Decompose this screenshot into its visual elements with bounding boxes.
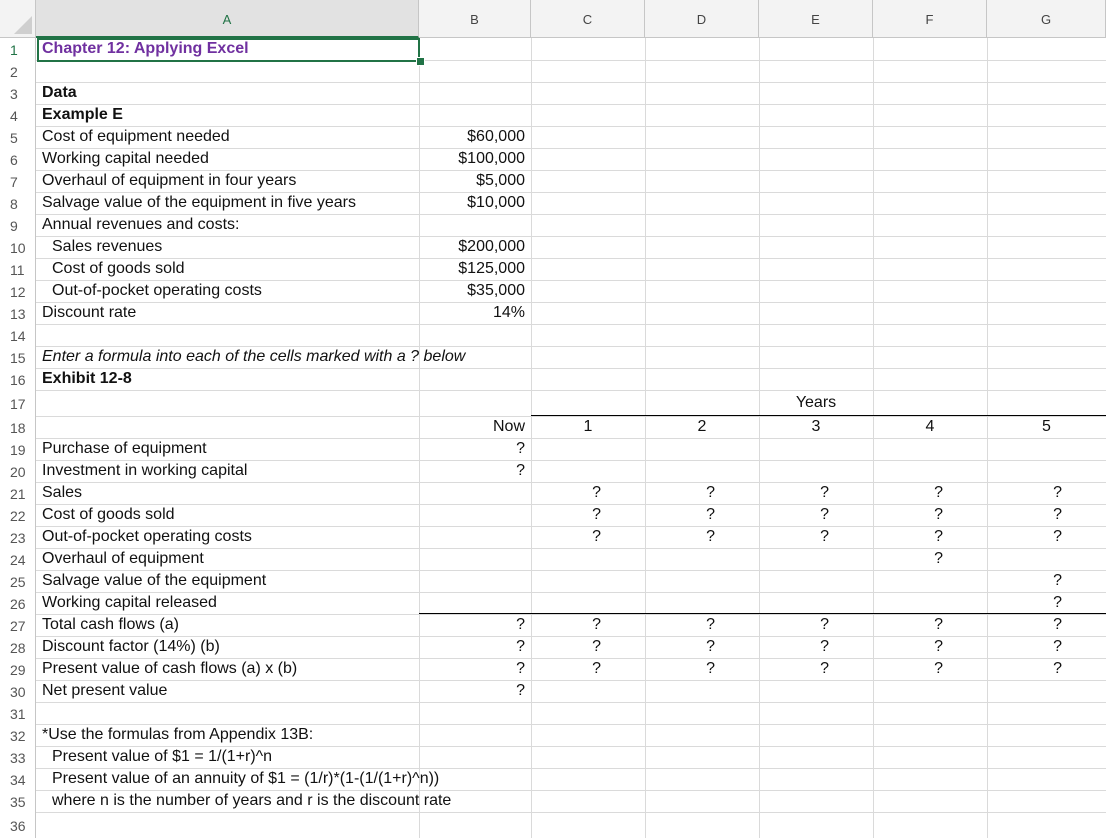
gridline-horizontal <box>36 302 1106 303</box>
exhibit-row-label[interactable]: Present value of cash flows (a) x (b) <box>42 660 298 677</box>
formula-cell[interactable]: ? <box>1053 572 1062 589</box>
data-value[interactable]: 14% <box>492 304 525 321</box>
row-header-28[interactable]: 28 <box>0 636 36 658</box>
data-value[interactable]: $200,000 <box>458 238 525 255</box>
column-header-d[interactable]: D <box>645 0 759 38</box>
row-header-15[interactable]: 15 <box>0 346 36 368</box>
formula-cell[interactable]: ? <box>820 660 829 677</box>
formula-cell[interactable]: ? <box>934 638 943 655</box>
data-value[interactable]: $125,000 <box>458 260 525 277</box>
formula-cell[interactable]: ? <box>820 506 829 523</box>
column-header-f[interactable]: F <box>873 0 987 38</box>
total-cash-flows-rule <box>419 613 1106 614</box>
formula-cell[interactable]: ? <box>1053 594 1062 611</box>
row-header-27[interactable]: 27 <box>0 614 36 636</box>
header-now[interactable]: Now <box>492 418 525 435</box>
row-header-20[interactable]: 20 <box>0 460 36 482</box>
data-label[interactable]: Sales revenues <box>52 238 163 255</box>
gridline-horizontal <box>36 324 1106 325</box>
exhibit-row-label[interactable]: Purchase of equipment <box>42 440 207 457</box>
exhibit-row-label[interactable]: Investment in working capital <box>42 462 248 479</box>
formula-cell[interactable]: ? <box>592 660 601 677</box>
formula-cell[interactable]: ? <box>934 550 943 567</box>
formula-cell[interactable]: ? <box>516 660 525 677</box>
sheet-title[interactable]: Chapter 12: Applying Excel <box>42 40 249 57</box>
formula-cell[interactable]: ? <box>820 616 829 633</box>
formula-cell[interactable]: ? <box>934 616 943 633</box>
row-header-2[interactable]: 2 <box>0 60 36 82</box>
row-header-26[interactable]: 26 <box>0 592 36 614</box>
select-all-corner[interactable] <box>0 0 36 38</box>
exhibit-title[interactable]: Exhibit 12-8 <box>42 370 132 387</box>
row-header-6[interactable]: 6 <box>0 148 36 170</box>
formula-cell[interactable]: ? <box>820 638 829 655</box>
formula-cell[interactable]: ? <box>1053 506 1062 523</box>
data-label[interactable]: Working capital needed <box>42 150 209 167</box>
row-header-33[interactable]: 33 <box>0 746 36 768</box>
exhibit-row-label[interactable]: Total cash flows (a) <box>42 616 179 633</box>
row-header-19[interactable]: 19 <box>0 438 36 460</box>
exhibit-row-label[interactable]: Salvage value of the equipment <box>42 572 267 589</box>
row-header-30[interactable]: 30 <box>0 680 36 702</box>
gridline-horizontal <box>36 368 1106 369</box>
formula-cell[interactable]: ? <box>706 660 715 677</box>
formula-cell[interactable]: ? <box>516 616 525 633</box>
row-header-14[interactable]: 14 <box>0 324 36 346</box>
formula-cell[interactable]: ? <box>592 528 601 545</box>
data-label[interactable]: Annual revenues and costs: <box>42 216 240 233</box>
row-header-36[interactable]: 36 <box>0 812 36 838</box>
gridline-horizontal <box>36 680 1106 681</box>
row-header-13[interactable]: 13 <box>0 302 36 324</box>
formula-cell[interactable]: ? <box>1053 528 1062 545</box>
column-header-c[interactable]: C <box>531 0 645 38</box>
formula-cell[interactable]: ? <box>706 484 715 501</box>
header-year-1[interactable]: 1 <box>583 418 593 435</box>
exhibit-row-label[interactable]: Sales <box>42 484 83 501</box>
row-header-21[interactable]: 21 <box>0 482 36 504</box>
formula-cell[interactable]: ? <box>1053 616 1062 633</box>
header-year-2[interactable]: 2 <box>697 418 707 435</box>
formula-cell[interactable]: ? <box>516 682 525 699</box>
exhibit-row-label[interactable]: Out-of-pocket operating costs <box>42 528 252 545</box>
gridline-horizontal <box>36 390 1106 391</box>
column-header-a[interactable]: A <box>36 0 419 38</box>
row-header-16[interactable]: 16 <box>0 368 36 390</box>
row-header-5[interactable]: 5 <box>0 126 36 148</box>
header-year-5[interactable]: 5 <box>1042 418 1051 435</box>
formula-cell[interactable]: ? <box>934 484 943 501</box>
formula-cell[interactable]: ? <box>934 506 943 523</box>
row-header-35[interactable]: 35 <box>0 790 36 812</box>
header-year-4[interactable]: 4 <box>925 418 935 435</box>
row-header-12[interactable]: 12 <box>0 280 36 302</box>
row-header-9[interactable]: 9 <box>0 214 36 236</box>
column-header-e[interactable]: E <box>759 0 873 38</box>
data-label[interactable]: Salvage value of the equipment in five years <box>42 194 356 211</box>
note-text[interactable]: *Use the formulas from Appendix 13B: <box>42 726 314 743</box>
data-label[interactable]: Overhaul of equipment in four years <box>42 172 297 189</box>
row-header-25[interactable]: 25 <box>0 570 36 592</box>
formula-cell[interactable]: ? <box>706 528 715 545</box>
column-header-b[interactable]: B <box>419 0 531 38</box>
row-header-22[interactable]: 22 <box>0 504 36 526</box>
data-value[interactable]: $5,000 <box>476 172 525 189</box>
gridline-horizontal <box>36 82 1106 83</box>
row-header-18[interactable]: 18 <box>0 416 36 438</box>
formula-cell[interactable]: ? <box>1053 484 1062 501</box>
example-label[interactable]: Example E <box>42 106 123 123</box>
row-header-31[interactable]: 31 <box>0 702 36 724</box>
row-header-8[interactable]: 8 <box>0 192 36 214</box>
row-header-29[interactable]: 29 <box>0 658 36 680</box>
formula-cell[interactable]: ? <box>1053 660 1062 677</box>
gridline-horizontal <box>36 258 1106 259</box>
exhibit-row-label[interactable]: Overhaul of equipment <box>42 550 204 567</box>
exhibit-row-label[interactable]: Working capital released <box>42 594 217 611</box>
row-header-4[interactable]: 4 <box>0 104 36 126</box>
formula-cell[interactable]: ? <box>592 506 601 523</box>
formula-cell[interactable]: ? <box>1053 638 1062 655</box>
formula-cell[interactable]: ? <box>706 638 715 655</box>
formula-cell[interactable]: ? <box>592 616 601 633</box>
row-header-11[interactable]: 11 <box>0 258 36 280</box>
fill-handle[interactable] <box>416 57 425 66</box>
data-label[interactable]: Out-of-pocket operating costs <box>52 282 262 299</box>
data-label[interactable]: Cost of equipment needed <box>42 128 230 145</box>
row-header-24[interactable]: 24 <box>0 548 36 570</box>
exhibit-row-label[interactable]: Discount factor (14%) (b) <box>42 638 220 655</box>
formula-cell[interactable]: ? <box>820 484 829 501</box>
formula-cell[interactable]: ? <box>706 506 715 523</box>
row-header-23[interactable]: 23 <box>0 526 36 548</box>
row-header-1[interactable]: 1 <box>0 38 36 60</box>
formula-cell[interactable]: ? <box>820 528 829 545</box>
formula-cell[interactable]: ? <box>934 528 943 545</box>
note-text[interactable]: Present value of an annuity of $1 = (1/r)*(1-(1/(1+r)^n)) <box>52 770 440 787</box>
data-label[interactable]: Cost of goods sold <box>52 260 185 277</box>
formula-cell[interactable]: ? <box>516 462 525 479</box>
gridline-horizontal <box>36 104 1106 105</box>
years-header-rule <box>531 415 1106 416</box>
data-heading[interactable]: Data <box>42 84 77 101</box>
exhibit-row-label[interactable]: Cost of goods sold <box>42 506 175 523</box>
data-value[interactable]: $60,000 <box>467 128 525 145</box>
gridline-horizontal <box>36 812 1106 813</box>
row-header-10[interactable]: 10 <box>0 236 36 258</box>
exhibit-row-label[interactable]: Net present value <box>42 682 168 699</box>
formula-cell[interactable]: ? <box>516 638 525 655</box>
formula-cell[interactable]: ? <box>592 484 601 501</box>
years-label[interactable]: Years <box>795 394 837 411</box>
gridline-horizontal <box>36 236 1106 237</box>
note-text[interactable]: Present value of $1 = 1/(1+r)^n <box>52 748 273 765</box>
row-header-17[interactable]: 17 <box>0 390 36 416</box>
header-year-3[interactable]: 3 <box>811 418 821 435</box>
gridline-horizontal <box>36 702 1106 703</box>
formula-cell[interactable]: ? <box>516 440 525 457</box>
data-value[interactable]: $100,000 <box>458 150 525 167</box>
row-header-3[interactable]: 3 <box>0 82 36 104</box>
formula-cell[interactable]: ? <box>706 616 715 633</box>
note-text[interactable]: where n is the number of years and r is the discount rate <box>52 792 452 809</box>
column-header-g[interactable]: G <box>987 0 1106 38</box>
formula-cell[interactable]: ? <box>592 638 601 655</box>
select-all-triangle-icon <box>14 16 32 34</box>
row-header-32[interactable]: 32 <box>0 724 36 746</box>
row-header-7[interactable]: 7 <box>0 170 36 192</box>
row-header-34[interactable]: 34 <box>0 768 36 790</box>
data-value[interactable]: $35,000 <box>467 282 525 299</box>
active-cell-selection <box>37 38 420 62</box>
data-value[interactable]: $10,000 <box>467 194 525 211</box>
instruction-text[interactable]: Enter a formula into each of the cells marked with a ? below <box>42 348 466 365</box>
formula-cell[interactable]: ? <box>934 660 943 677</box>
data-label[interactable]: Discount rate <box>42 304 137 321</box>
